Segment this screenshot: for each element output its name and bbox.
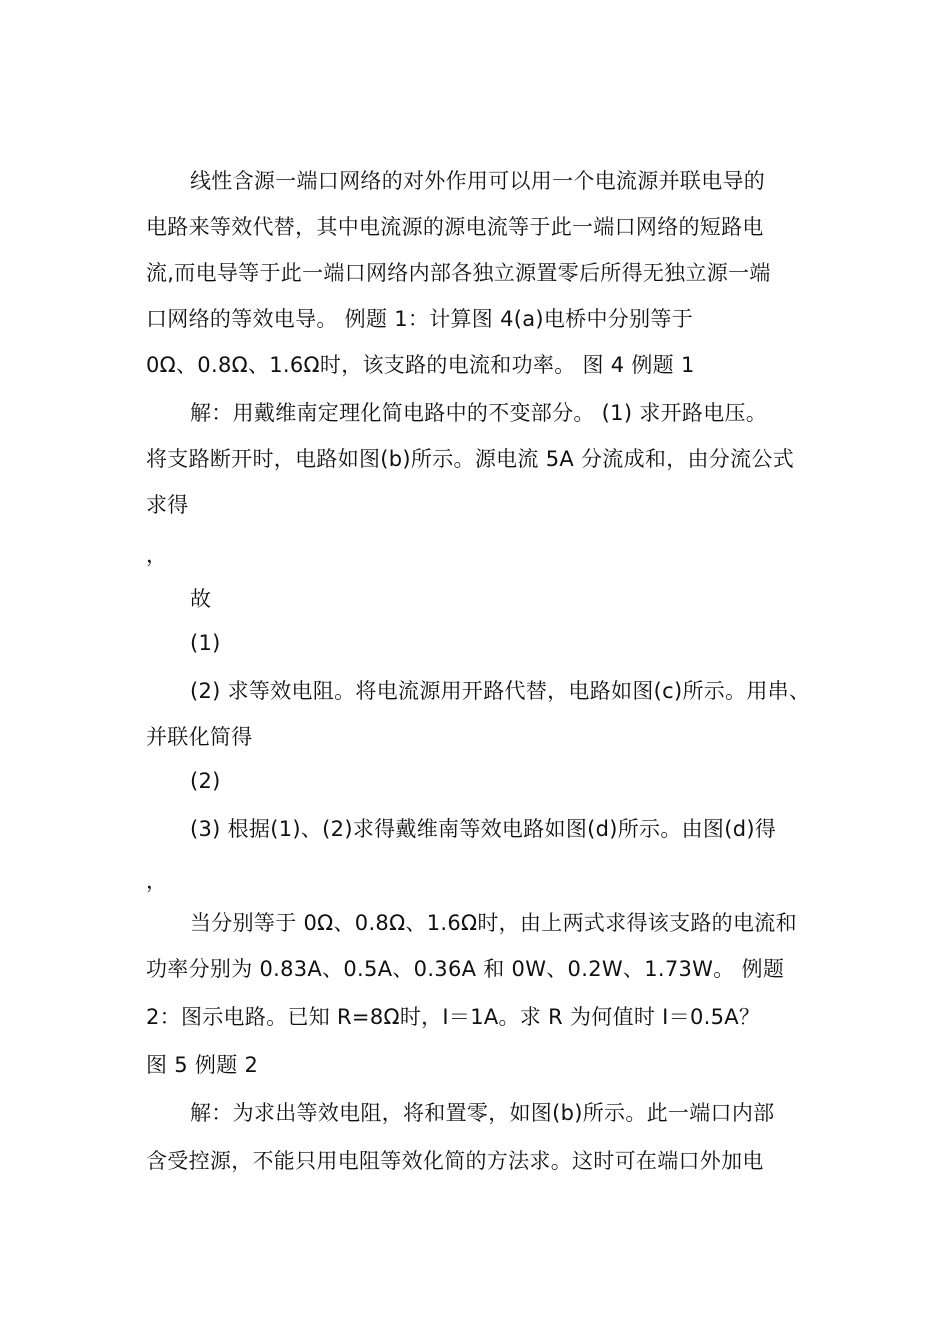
paragraph-line: (3) 根据(1)、(2)求得戴维南等效电路如图(d)所示。由图(d)得 — [190, 817, 777, 841]
paragraph-line: 求得 — [146, 493, 189, 517]
paragraph-line: (2) 求等效电阻。将电流源用开路代替，电路如图(c)所示。用串、 — [190, 679, 811, 703]
paragraph-line: 故 — [190, 587, 212, 611]
paragraph-line: 解：用戴维南定理化简电路中的不变部分。 (1) 求开路电压。 — [190, 401, 768, 425]
paragraph-line: 并联化简得 — [146, 725, 253, 749]
paragraph-line: 流,而电导等于此一端口网络内部各独立源置零后所得无独立源一端 — [146, 261, 771, 285]
paragraph-line: 功率分别为 0.83A、0.5A、0.36A 和 0W、0.2W、1.73W。 例题 — [146, 957, 785, 981]
paragraph-line: 将支路断开时，电路如图(b)所示。源电流 5A 分流成和，由分流公式 — [146, 447, 794, 471]
paragraph-line: 当分别等于 0Ω、0.8Ω、1.6Ω时，由上两式求得该支路的电流和 — [190, 911, 797, 935]
paragraph-line: 电路来等效代替，其中电流源的源电流等于此一端口网络的短路电 — [146, 215, 764, 239]
paragraph-line: 0Ω、0.8Ω、1.6Ω时，该支路的电流和功率。 图 4 例题 1 — [146, 353, 695, 377]
paragraph-line: ， — [146, 869, 168, 893]
paragraph-line: 口网络的等效电导。 例题 1：计算图 4(a)电桥中分别等于 — [146, 307, 693, 331]
paragraph-line: ， — [146, 543, 168, 567]
equation-number: (1) — [190, 631, 221, 655]
figure-caption: 图 5 例题 2 — [146, 1053, 259, 1077]
paragraph-line: 含受控源，不能只用电阻等效化简的方法求。这时可在端口外加电 — [146, 1149, 764, 1173]
paragraph-line: 线性含源一端口网络的对外作用可以用一个电流源并联电导的 — [190, 169, 766, 193]
paragraph-line: 2：图示电路。已知 R=8Ω时，I＝1A。求 R 为何值时 I＝0.5A？ — [146, 1005, 761, 1029]
equation-number: (2) — [190, 769, 221, 793]
paragraph-line: 解：为求出等效电阻，将和置零，如图(b)所示。此一端口内部 — [190, 1101, 775, 1125]
